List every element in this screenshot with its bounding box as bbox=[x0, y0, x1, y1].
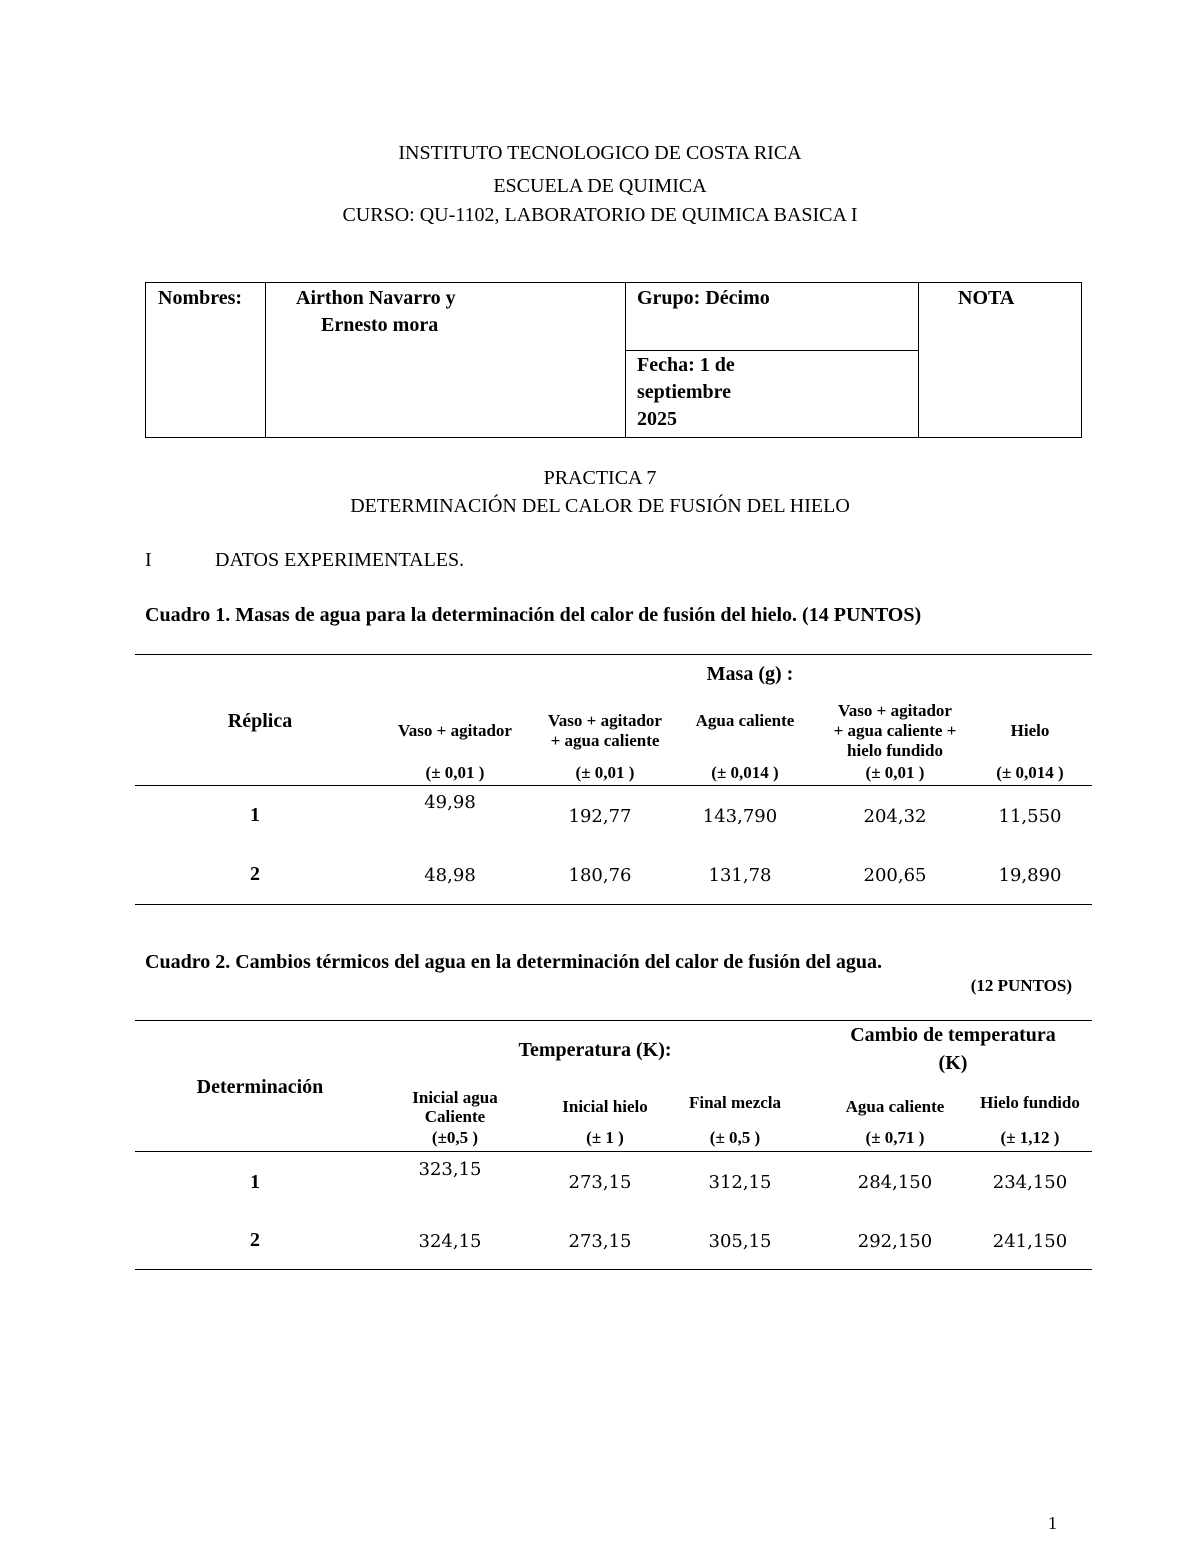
table1-group-header: Masa (g) : bbox=[706, 663, 794, 685]
practice-title: DETERMINACIÓN DEL CALOR DE FUSIÓN DEL HIELO bbox=[350, 495, 850, 517]
table2-group2-header-2: (K) bbox=[938, 1052, 968, 1074]
table1-caption: Cuadro 1. Masas de agua para la determinación del calor de fusión del hielo. (14 PUNTOS) bbox=[145, 604, 922, 626]
section-title: DATOS EXPERIMENTALES. bbox=[215, 549, 465, 571]
names-line-2: Ernesto mora bbox=[321, 314, 439, 336]
table1-bottom-rule bbox=[135, 904, 1092, 905]
section-numeral: I bbox=[145, 549, 152, 571]
date-line-1: Fecha: 1 de bbox=[637, 354, 735, 376]
table1-row-header: Réplica bbox=[227, 710, 293, 732]
table2-row-header: Determinación bbox=[196, 1076, 324, 1098]
table2-header-rule bbox=[135, 1151, 1092, 1152]
school-title: ESCUELA DE QUIMICA bbox=[493, 175, 707, 197]
table1-top-rule bbox=[135, 654, 1092, 655]
table2-bottom-rule bbox=[135, 1269, 1092, 1270]
group-field: Grupo: Décimo bbox=[637, 287, 770, 309]
names-line-1: Airthon Navarro y bbox=[296, 287, 456, 309]
grade-label: NOTA bbox=[958, 287, 1015, 309]
institution-title: INSTITUTO TECNOLOGICO DE COSTA RICA bbox=[398, 142, 802, 164]
table1-header-rule bbox=[135, 785, 1092, 786]
student-info-box bbox=[145, 282, 1082, 438]
date-line-3: 2025 bbox=[637, 408, 677, 430]
date-line-2: septiembre bbox=[637, 381, 732, 403]
table2-points: (12 PUNTOS) bbox=[970, 976, 1072, 995]
practice-number: PRACTICA 7 bbox=[543, 467, 657, 489]
course-title: CURSO: QU-1102, LABORATORIO DE QUIMICA BASICA I bbox=[342, 204, 858, 226]
names-label: Nombres: bbox=[158, 287, 243, 309]
table2-caption: Cuadro 2. Cambios térmicos del agua en la determinación del calor de fusión del agua. bbox=[145, 951, 883, 973]
table2-group2-header-1: Cambio de temperatura bbox=[850, 1024, 1056, 1046]
page-number: 1 bbox=[1048, 1513, 1057, 1533]
table2-group1-header: Temperatura (K): bbox=[518, 1039, 672, 1061]
